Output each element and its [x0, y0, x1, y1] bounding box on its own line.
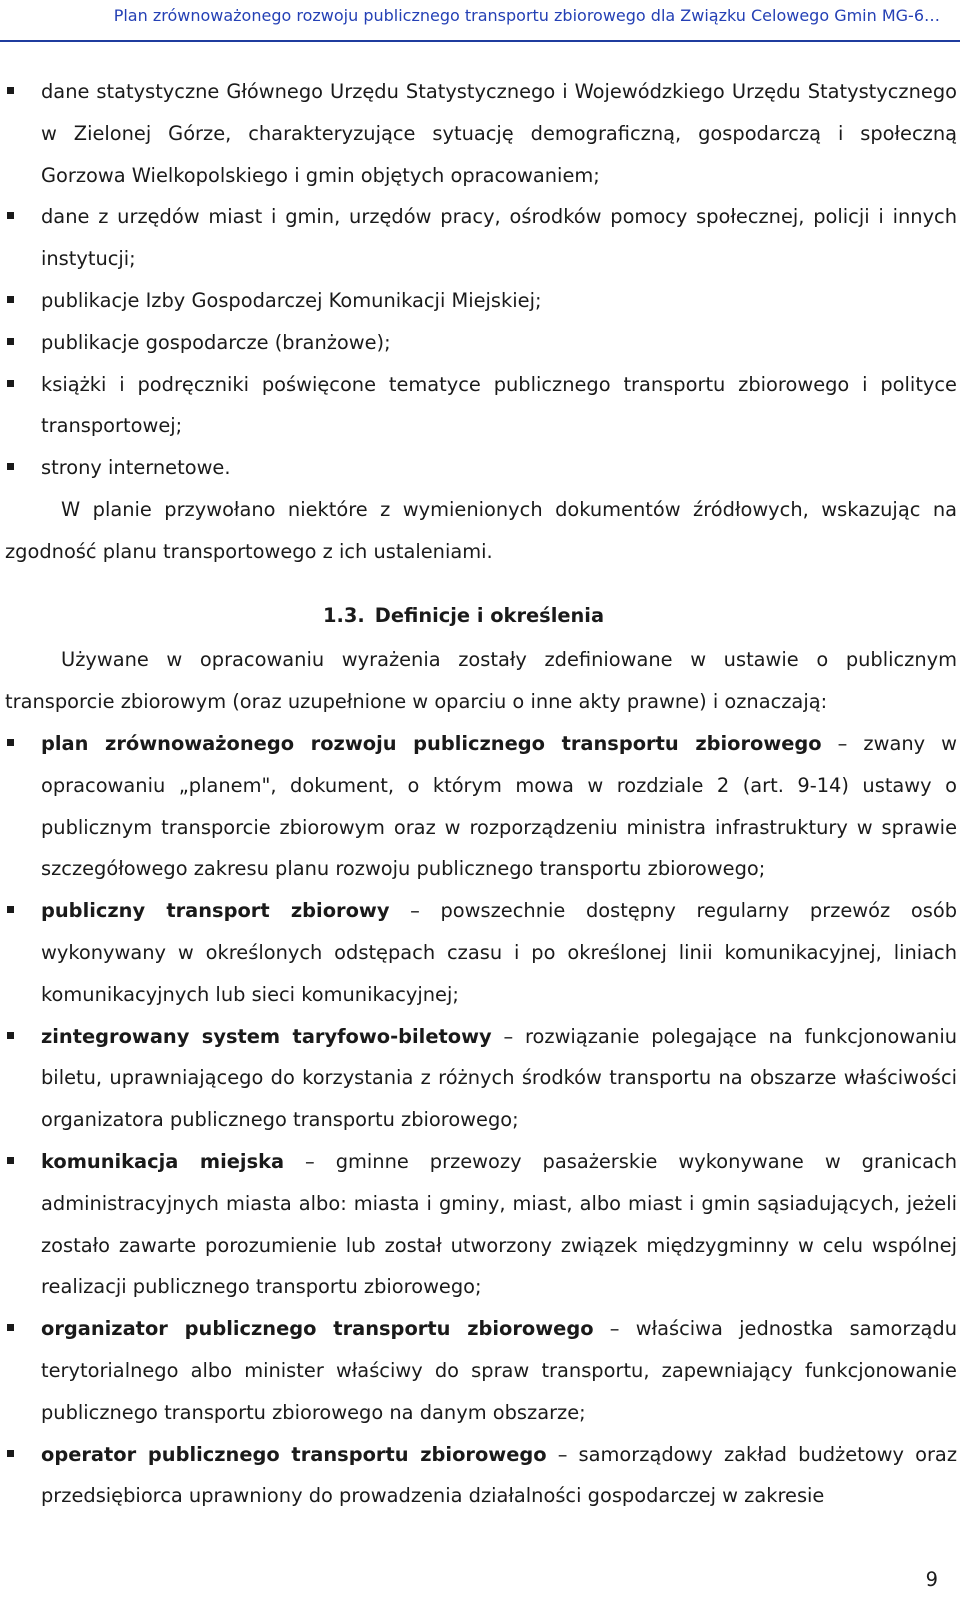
- list-item-text: dane z urzędów miast i gmin, urzędów pracy, ośrodków pomocy społecznej, policji i innych instytucji;: [41, 205, 957, 271]
- document-body: [5, 71, 957, 1517]
- definition-term: komunikacja miejska: [41, 1149, 285, 1173]
- list-item-text: dane statystyczne Głównego Urzędu Statystycznego i Wojewódzkiego Urzędu Statystycznego w Zielonej Górze, charakteryzujące sytuację demograficzną, gospodarczą i społeczną Gorzowa Wielkopolskiego i gmin objętych opracowaniem;: [41, 80, 957, 187]
- bullet-square-icon: [7, 1157, 14, 1164]
- definition-term: publiczny transport zbiorowy: [41, 899, 390, 923]
- list-item-text: publikacje Izby Gospodarczej Komunikacji Miejskiej;: [41, 288, 542, 312]
- section-title: Definicje i określenia: [374, 603, 605, 627]
- bullet-square-icon: [7, 296, 14, 303]
- list-item: [5, 71, 957, 196]
- paragraph-definitions-intro: Używane w opracowaniu wyrażenia zostały zdefiniowane w ustawie o publicznym transporcie zbiorowym (oraz uzupełnione w oparciu o inne akty prawne) i oznaczają:: [5, 648, 957, 714]
- definition-text: – gminne przewozy pasażerskie wykonywane w granicach administracyjnych miasta albo: miasta i gminy, miast, albo miast i gmin sąsiadujących, jeżeli zostało zawarte porozumienie lub został utworzony związek międzygminny w celu wspólnej realizacji publicznego transportu zbiorowego;: [41, 1149, 957, 1299]
- list-item-text: strony internetowe.: [41, 456, 231, 480]
- section-heading: [5, 595, 957, 637]
- definition-term: operator publicznego transportu zbiorowego: [41, 1442, 547, 1466]
- list-item-text: książki i podręczniki poświęcone tematyce publicznego transportu zbiorowego i polityce transportowej;: [41, 372, 957, 438]
- definition-item: [5, 1016, 957, 1141]
- definition-text: – powszechnie dostępny regularny przewóz osób wykonywany w określonych odstępach czasu i po określonej linii komunikacyjnej, liniach komunikacyjnych lub sieci komunikacyjnej;: [41, 899, 958, 1006]
- paragraph-sources-note: W planie przywołano niektóre z wymienionych dokumentów źródłowych, wskazując na zgodność planu transportowego z ich ustaleniami.: [5, 497, 957, 563]
- bullet-square-icon: [7, 87, 14, 94]
- list-item: [5, 196, 957, 280]
- page-header: [0, 0, 960, 42]
- bullet-square-icon: [7, 212, 14, 219]
- definition-text: – zwany w opracowaniu „planem", dokument, o którym mowa w rozdziale 2 (art. 9-14) ustawy o publicznym transporcie zbiorowym oraz w rozporządzeniu ministra infrastruktury w sprawie szczegółowego zakresu planu rozwoju publicznego transportu zbiorowego;: [41, 731, 957, 881]
- bullet-square-icon: [7, 906, 14, 913]
- definition-text: – właściwa jednostka samorządu terytorialnego albo minister właściwy do spraw transportu, zapewniający funkcjonowanie publicznego transportu zbiorowego na danym obszarze;: [41, 1317, 957, 1424]
- bullet-square-icon: [7, 1032, 14, 1039]
- page-number: 9: [925, 1568, 938, 1591]
- bullet-square-icon: [7, 338, 14, 345]
- list-item: [5, 447, 957, 489]
- bullet-square-icon: [7, 739, 14, 746]
- bullet-square-icon: [7, 380, 14, 387]
- list-item: [5, 280, 957, 322]
- bullet-square-icon: [7, 1324, 14, 1331]
- section-number: 1.3.: [323, 603, 365, 627]
- list-item-text: publikacje gospodarcze (branżowe);: [41, 330, 391, 354]
- definition-term: zintegrowany system taryfowo-biletowy: [41, 1024, 492, 1048]
- definition-item: [5, 1308, 957, 1433]
- list-item: [5, 364, 957, 448]
- definition-item: [5, 1141, 957, 1308]
- header-title: Plan zrównoważonego rozwoju publicznego transportu zbiorowego dla Związku Celowego Gmin MG-6…: [113, 6, 940, 25]
- definition-term: organizator publicznego transportu zbiorowego: [41, 1317, 594, 1341]
- bullet-square-icon: [7, 1450, 14, 1457]
- definition-text: – rozwiązanie polegające na funkcjonowaniu biletu, uprawniającego do korzystania z różnych środków transportu na obszarze właściwości organizatora publicznego transportu zbiorowego;: [41, 1024, 957, 1132]
- definition-text: – samorządowy zakład budżetowy oraz przedsiębiorca uprawniony do prowadzenia działalności gospodarczej w zakresie: [41, 1442, 957, 1508]
- definition-term: plan zrównoważonego rozwoju publicznego transportu zbiorowego: [41, 731, 822, 755]
- list-item: [5, 322, 957, 364]
- sources-list: [5, 71, 957, 489]
- definition-item: [5, 723, 957, 890]
- definitions-list: [5, 723, 957, 1517]
- definition-item: [5, 1434, 957, 1518]
- definition-item: [5, 890, 957, 1015]
- bullet-square-icon: [7, 463, 14, 470]
